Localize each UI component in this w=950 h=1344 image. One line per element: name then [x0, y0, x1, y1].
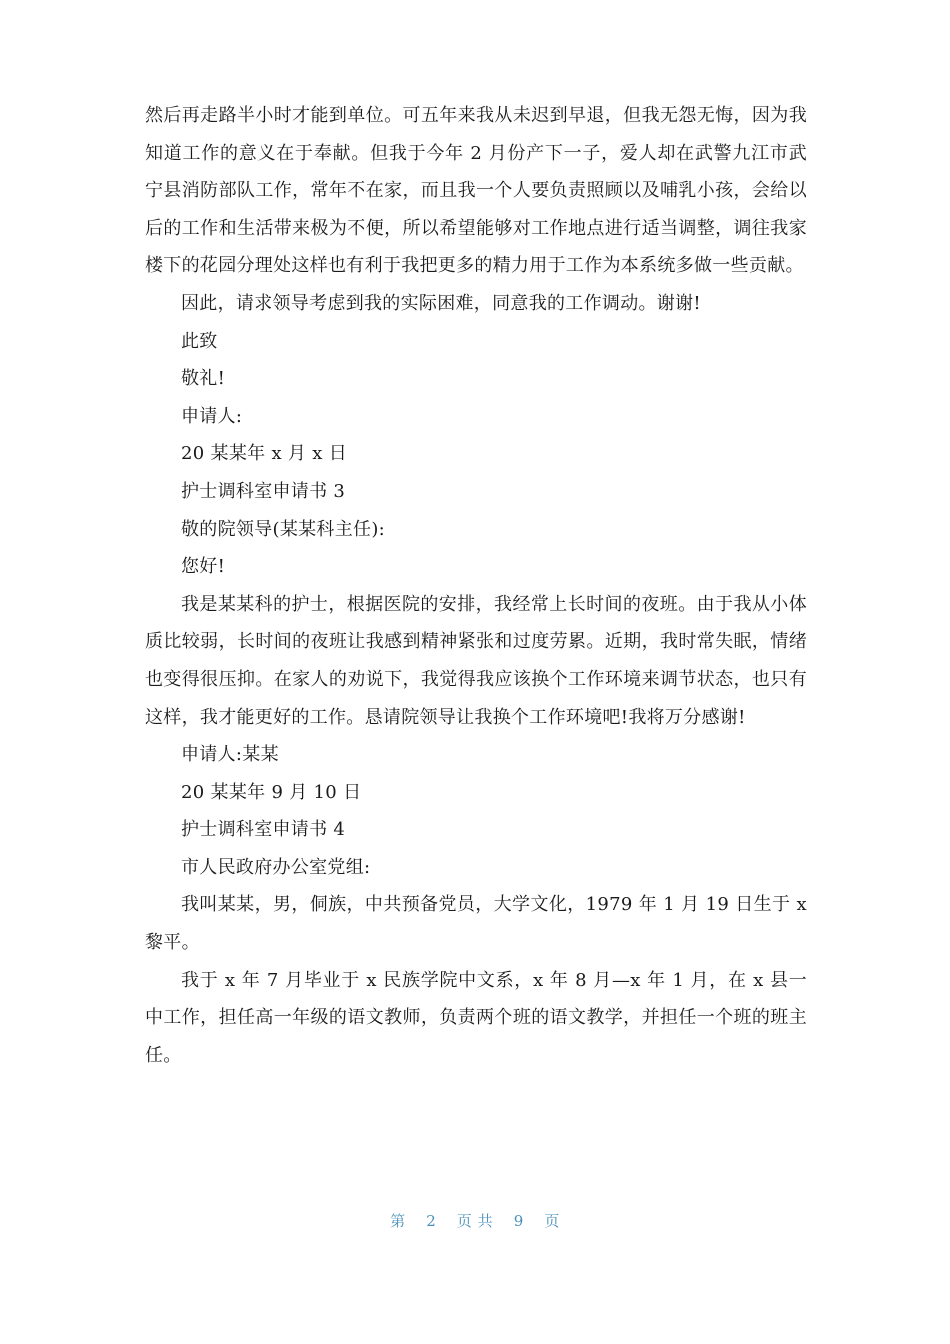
- page-number-footer: [0, 1210, 950, 1231]
- applicant-label: 申请人:: [181, 405, 243, 427]
- page-end-label: 页: [544, 1212, 560, 1230]
- page-label: 第: [390, 1212, 406, 1230]
- section-title: 护士调科室申请书 4: [181, 819, 346, 841]
- addressee: 敬的院领导(某某科主任):: [181, 518, 386, 540]
- closing-regards: 敬礼!: [181, 368, 226, 390]
- paragraph: 我叫某某，男，侗族，中共预备党员，大学文化，1979 年 1 月 19 日生于 x 黎平。: [145, 894, 807, 954]
- paragraph: 因此，请求领导考虑到我的实际困难，同意我的工作调动。谢谢!: [181, 292, 701, 314]
- paragraph: 我是某某科的护士，根据医院的安排，我经常上长时间的夜班。由于我从小体质比较弱，长时间的夜班让我感到精神紧张和过度劳累。近期，我时常失眠，情绪也变得很压抑。在家人的劝说下，我觉得我应该换个工作环境来调节状态，也只有这样，我才能更好的工作。恳请院领导让我换个工作环境吧!我将万分感谢!: [145, 593, 807, 728]
- section-title: 护士调科室申请书 3: [181, 480, 346, 502]
- closing-salutation: 此致: [181, 330, 218, 352]
- page-of-label: 页 共: [456, 1212, 494, 1230]
- document-body: [145, 97, 807, 1074]
- paragraph: 然后再走路半小时才能到单位。可五年来我从未迟到早退，但我无怨无悔，因为我知道工作的意义在于奉献。但我于今年 2 月份产下一子，爱人却在武警九江市武宁县消防部队工作，常年不在家，而且我一个人要负责照顾以及哺乳小孩，会给以后的工作和生活带来极为不便，所以希望能够对工作地点进行适当调整，调往我家楼下的花园分理处这样也有利于我把更多的精力用于工作为本系统多做一些贡献。: [145, 105, 807, 277]
- applicant-label: 申请人:某某: [181, 744, 279, 766]
- paragraph: 我于 x 年 7 月毕业于 x 民族学院中文系，x 年 8 月—x 年 1 月，在 x 县一中工作，担任高一年级的语文教师，负责两个班的语文教学，并担任一个班的班主任。: [145, 969, 807, 1066]
- date-line: 20 某某年 x 月 x 日: [181, 443, 348, 465]
- total-pages-number: 9: [513, 1212, 524, 1230]
- current-page-number: 2: [426, 1212, 437, 1230]
- greeting: 您好!: [181, 556, 226, 578]
- date-line: 20 某某年 9 月 10 日: [181, 781, 362, 803]
- addressee: 市人民政府办公室党组:: [181, 856, 371, 878]
